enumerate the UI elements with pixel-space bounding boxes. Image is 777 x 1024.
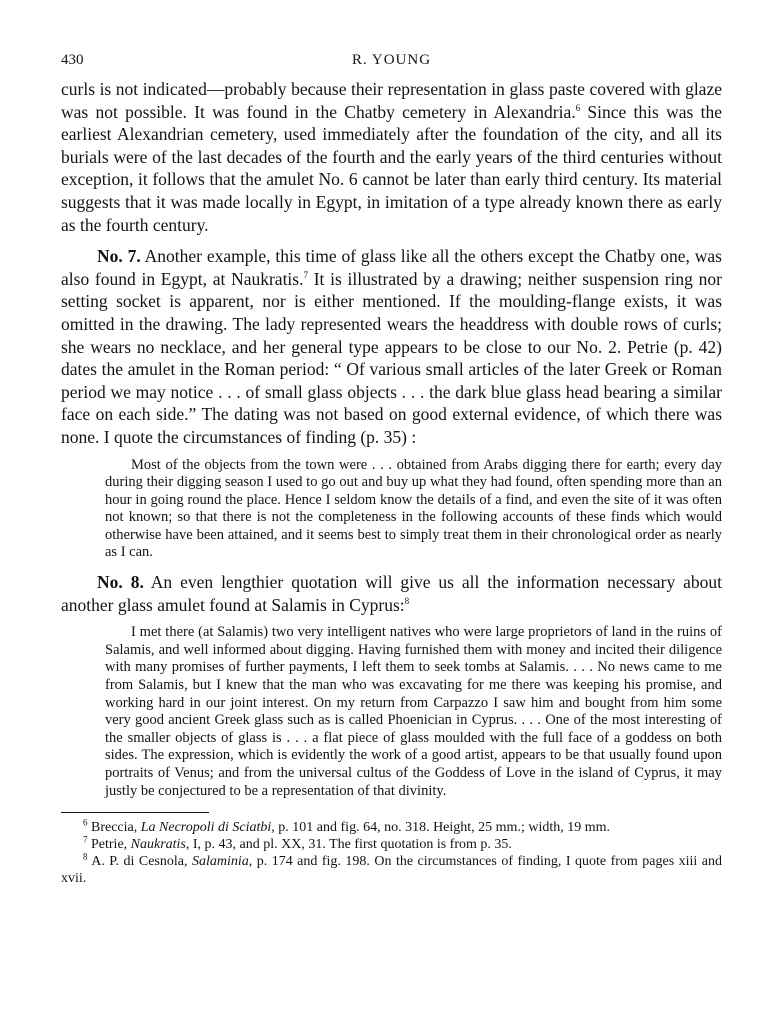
footnote-number: 6 (83, 817, 88, 828)
footnote-number: 7 (83, 834, 88, 845)
footnote-ref-7: 7 (303, 269, 308, 280)
paragraph-text: An even lengthier quotation will give us all the information necessary about another glass amulet found at Salamis in Cyprus: (61, 572, 723, 615)
footnote-ref-8: 8 (404, 595, 410, 606)
footnote-title: La Necropoli di Sciatbi (140, 820, 272, 836)
footnote-text: , p. 174 and fig. 198. On the circumstances of finding, I quote from pages xiii and xvii. (61, 854, 722, 887)
footnote-text: , I, p. 43, and pl. XX, 31. The first quotation is from p. 35. (185, 837, 512, 853)
footnote-text: , p. 101 and fig. 64, no. 318. Height, 25 mm.; width, 19 mm. (271, 820, 611, 836)
paragraph-text: curls is not indicated—probably because their representation in glass paste covered with glaze was not possible. It was found in the Chatby cemetery in Alexandria. (61, 79, 722, 122)
footnote-text: Breccia, (91, 820, 141, 836)
footnote-title: Naukratis (130, 837, 186, 853)
page-header (61, 52, 722, 74)
paragraph-no7 (61, 245, 722, 448)
footnote-7 (61, 836, 722, 853)
page-number: 430 (61, 52, 84, 68)
paragraph-text: It is illustrated by a drawing; neither suspension ring nor setting socket is apparent, nor is either mentioned. If the moulding-flange exists, it was omitted in the drawing. The lady represented wears the headdress with double rows of curls; she wears no necklace, and her general type appears to be close to our No. 2. Petrie (p. 42) dates the amulet in the Roman period: “ Of various small articles of the later Greek or Roman period we may notice . . . of small glass objects . . . the dark blue glass head bearing a similar face on each side.” The dating was not based on good external evidence, of which there was none. I quote the circumstances of finding (p. 35) : (61, 268, 722, 447)
footnote-ref-6: 6 (575, 102, 581, 113)
paragraph-no6-continued (61, 78, 722, 236)
footnote-6 (61, 819, 722, 836)
item-label-no7: No. 7. (97, 246, 141, 267)
block-quote-salamis: I met there (at Salamis) two very intelligent natives who were large proprietors of land in the ruins of Salamis, and well informed about digging. Having furnished them with money and incited their diligence with many promises of further payments, I left them to seek tombs at Salamis. . . . No news came to me from Salamis, but I knew that the man who was excavating for me there was keeping his promise, and working hard in our joint interest. On my return from Carpazzo I saw him and bought from him some very good ancient Greek glass such as is called Phoenician in Cyprus. . . . One of the most interesting of the smaller objects of glass is . . . a flat piece of glass moulded with the full face of a goddess on both sides. The expression, which is evidently the work of a good artist, appears to be that usually found upon portraits of Venus; and from the universal cultus of the Goddess of Love in the island of Cyprus, it may justly be conjectured to be a representation of that divinity. (105, 624, 722, 799)
footnote-title: Salaminia (191, 854, 249, 870)
block-quote-naukratis: Most of the objects from the town were . . . obtained from Arabs digging there for earth; every day during their digging season I used to go out and buy up what they had found, often spending more than an hour in going round the place. Hence I seldom know the details of a find, and even the site of it was often not known; so that there is not the completeness in the following accounts of these finds which would otherwise have been attained, and it seems best to simply treat them in their chronological order as nearly as I can. (105, 456, 722, 561)
paragraph-no8 (61, 571, 722, 616)
paragraph-text: Another example, this time of glass like all the others except the Chatby one, was also found in Egypt, at Naukratis. (61, 246, 722, 289)
page (61, 52, 722, 887)
footnote-8 (61, 853, 722, 887)
footnote-text: Petrie, (91, 837, 131, 853)
running-head: R. YOUNG (351, 52, 432, 68)
footnote-number: 8 (83, 851, 88, 862)
paragraph-text: Since this was the earliest Alexandrian cemetery, used immediately after the foundation of the city, and all its burials were of the last decades of the fourth and the early years of the third centuries without exception, it follows that the amulet No. 6 cannot be later than early third century. Its material suggests that it was made locally in Egypt, in imitation of a type already known there as early as the fourth century. (61, 101, 722, 235)
footnote-text: A. P. di Cesnola, (91, 854, 192, 870)
item-label-no8: No. 8. (97, 572, 144, 593)
footnote-divider (61, 812, 209, 813)
